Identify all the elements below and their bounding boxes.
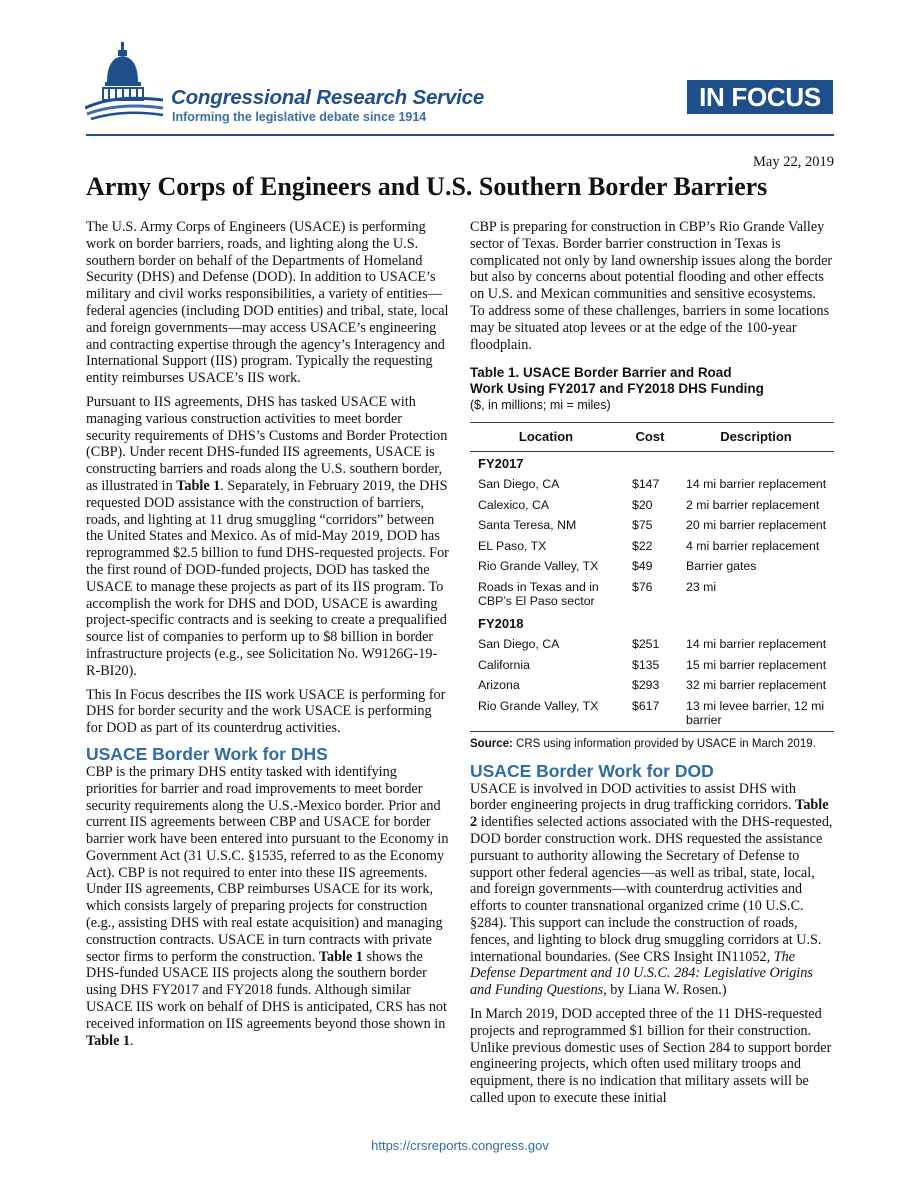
table-caption: Table 1. USACE Border Barrier and Road Work Using FY2017 and FY2018 DHS Funding xyxy=(470,365,764,397)
column-header-description: Description xyxy=(720,429,792,445)
paragraph-dod: USACE is involved in DOD activities to assist DHS with border engineering projects in drug trafficking corridors. Table 2 identifies selected actions associated with the DHS-requested, DOD border construction work. DHS requested the assistance pursuant to authority allowing the Secretary of Defense to support other federal agencies—as well as tribal, state, local, and foreign governments—with counterdrug activities and efforts to counter transnational organized crime (10 U.S.C. §284). This support can include the construction of roads, fences, and lighting to block drug smuggling corridors at U.S. international boundaries. (See CRS Insight IN11052, The Defense Department and 10 U.S.C. 284: Legislative Origins and Funding Questions, by Liana W. Rosen.) xyxy=(470,780,833,999)
table-row: San Diego, CA $147 14 mi barrier replacement xyxy=(478,477,827,492)
border-projects-table xyxy=(470,422,834,732)
org-name: Congressional Research Service xyxy=(171,86,485,109)
paragraph-cbp: CBP is the primary DHS entity tasked with identifying priorities for barrier and road improvements to meet border security requirements along the U.S.-Mexico border. Prior and current IIS agreements between CBP and USACE for border barrier work have been entered into pursuant to the Economy in Government Act (31 U.S.C. §1535, referred to as the Economy Act). CBP is not required to enter into these IIS agreements. Under IIS agreements, CBP reimburses USACE for its work, which consists largely of preparing projects for construction (e.g., assisting DHS with real estate acquisition) and managing construction contracts. USACE in turn contracts with private sector firms to perform the construction. Table 1 shows the DHS-funded USACE IIS projects along the southern border using DHS FY2017 and FY2018 funds. Although similar USACE IIS work on behalf of DHS is anticipated, CRS has not received information on IIS agreements beyond those shown in Table 1. xyxy=(86,763,449,1049)
paragraph-march-2019: In March 2019, DOD accepted three of the 11 DHS-requested projects and reprogrammed $1 billion for their construction. Unlike previous domestic uses of Section 284 to support border engineering projects, which often used military troops and equipment, there is no indication that military assets will be called upon to execute these initial xyxy=(470,1006,832,1107)
table-row: California $135 15 mi barrier replacement xyxy=(478,657,827,672)
crs-capitol-dome-logo-icon xyxy=(85,42,165,120)
table-row: Calexico, CA $20 2 mi barrier replacement xyxy=(478,497,820,512)
publication-date: May 22, 2019 xyxy=(753,154,834,170)
table-section-fy2017: FY2017 xyxy=(478,455,524,471)
right-column xyxy=(470,219,834,1114)
citation-title: The Defense Department and 10 U.S.C. 284: Legislative Origins and Funding Questions xyxy=(470,948,813,999)
table-row: Rio Grande Valley, TX $617 13 mi levee barrier, 12 mi barrier xyxy=(478,698,825,728)
section-heading-dhs: USACE Border Work for DHS xyxy=(86,743,328,764)
org-tagline: Informing the legislative debate since 1914 xyxy=(172,110,427,124)
intro-paragraph: The U.S. Army Corps of Engineers (USACE) is performing work on border barriers, roads, and lighting along the U.S. southern border on behalf of the Departments of Homeland Security (DHS) and Defense (DOD). In addition to USACE’s military and civil works responsibilities, a variety of entities—federal agencies (including DOD entities) and tribal, state, local and foreign governments—may access USACE’s engineering and contracting expertise through the agency’s Interagency and International Support (IIS) program. Typically the requesting entity reimburses USACE’s IIS work. xyxy=(86,219,449,387)
header-divider xyxy=(86,134,834,136)
paragraph-iis-agreements: Pursuant to IIS agreements, DHS has tasked USACE with managing various construction activities to meet border security requirements of DHS’s Customs and Border Protection (CBP). Under recent DHS-funded IIS agreements, USACE is constructing barriers and roads along the U.S. southern border, as illustrated in Table 1. Separately, in February 2019, the DHS requested DOD assistance with the construction of barriers, roads, and lighting at 11 drug smuggling “corridors” between the United States and Mexico. As of mid-May 2019, DOD has reprogrammed $2.5 billion to fund DHS-requested projects. For the first round of DOD-funded projects, DOD has tasked the USACE to manage these projects as part of its IIS program. To accomplish the work for DHS and DOD, USACE is awarding project-specific contracts and is seeking to create a prequalified source list of companies to perform up to $8 billion in border infrastructure projects (e.g., see Solicitation No. W9126G-19-R-BI20). xyxy=(86,393,449,679)
table-row: Arizona $293 32 mi barrier replacement xyxy=(478,678,827,693)
table-subcaption: ($, in millions; mi = miles) xyxy=(470,398,611,413)
table-row: EL Paso, TX $22 4 mi barrier replacement xyxy=(478,538,820,553)
paragraph-scope: This In Focus describes the IIS work USACE is performing for DHS for border security and the work USACE is performing for DOD as part of its counterdrug activities. xyxy=(86,686,446,737)
column-header-location: Location xyxy=(518,429,574,445)
footer-url-link[interactable]: https://crsreports.congress.gov xyxy=(371,1138,549,1153)
table-section-fy2018: FY2018 xyxy=(478,615,524,631)
in-focus-badge: IN FOCUS xyxy=(687,80,833,114)
table-1-reference: Table 1 xyxy=(176,477,221,494)
column-header-cost: Cost xyxy=(635,429,665,445)
table-1-reference: Table 1 xyxy=(318,948,363,965)
paragraph-rio-grande: CBP is preparing for construction in CBP’s Rio Grande Valley sector of Texas. Border barrier construction in Texas is complicated not only by land ownership issues along the border but also by concerns about potential flooding and other effects on U.S. and Mexican communities and sensitive ecosystems. To address some of these challenges, barriers in some locations may be situated atop levees or at the edge of the 100-year floodplain. xyxy=(470,219,833,353)
section-heading-dod: USACE Border Work for DOD xyxy=(470,760,714,781)
page-title: Army Corps of Engineers and U.S. Southern Border Barriers xyxy=(86,172,768,201)
table-2-reference: Table 2 xyxy=(470,797,829,831)
table-1-reference: Table 1 xyxy=(86,1032,131,1049)
left-column xyxy=(86,219,450,1056)
table-row: San Diego, CA $251 14 mi barrier replacement xyxy=(478,637,827,652)
table-row: Santa Teresa, NM $75 20 mi barrier replacement xyxy=(478,518,827,533)
table-header-row xyxy=(470,423,834,452)
table-row: Roads in Texas and in CBP’s El Paso sector $76 23 mi xyxy=(478,579,717,609)
table-row: Rio Grande Valley, TX $49 Barrier gates xyxy=(478,559,757,574)
table-source-note: Source: CRS using information provided by USACE in March 2019. xyxy=(470,737,816,750)
